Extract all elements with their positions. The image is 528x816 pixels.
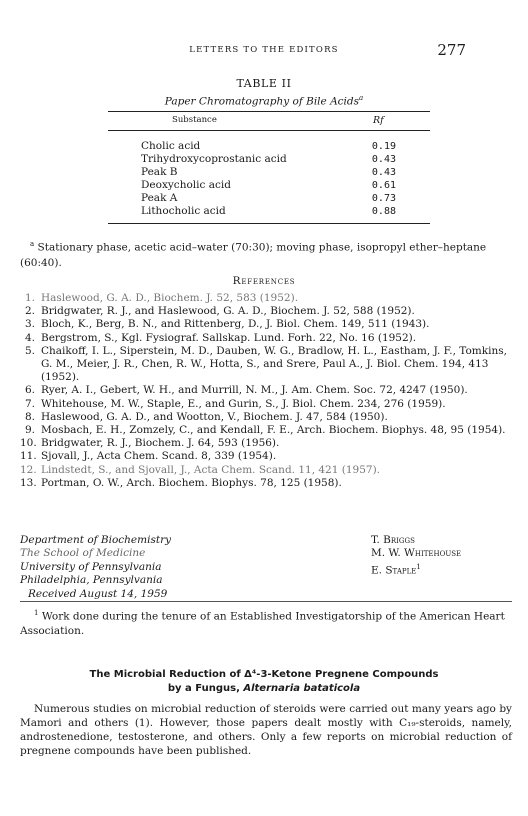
reference-item: 11. Sjovall, J., Acta Chem. Scand. 8, 339 (1954). [20, 450, 277, 463]
rf-cell: 0.88 [371, 206, 396, 217]
author-name: E. Staple$^1$ [371, 562, 421, 577]
reference-item: 8. Haslewood, G. A. D., and Wootton, V., Biochem. J. 47, 584 (1950). [24, 410, 388, 423]
article-title [0, 668, 528, 696]
rf-cell: 0.43 [371, 167, 396, 178]
author-name: M. W. Whitehouse [371, 547, 462, 560]
table-caption: Paper Chromatography of Bile Acids$^a$ [164, 94, 364, 108]
reference-item: 4. Bergstrom, S., Kgl. Fysiograf. Sallskap. Lund. Forh. 22, No. 16 (1952). [24, 331, 417, 344]
table-row [141, 179, 396, 192]
reference-item: 9. Mosbach, E. H., Zomzely, C., and Kendall, F. E., Arch. Biochem. Biophys. 48, 95 (1954). [24, 424, 506, 437]
reference-item: 3. Bloch, K., Berg, B. N., and Rittenberg, D., J. Biol. Chem. 149, 511 (1943). [24, 318, 430, 331]
reference-item: 10. Bridgwater, R. J., Biochem. J. 64, 593 (1956). [20, 437, 280, 450]
footnote-rule [20, 601, 512, 602]
substance-cell: Peak B [141, 166, 178, 178]
table-row [141, 153, 396, 166]
rf-cell: 0.73 [371, 193, 396, 204]
reference-item: 1. Haslewood, G. A. D., Biochem. J. 52, 583 (1952). [24, 292, 299, 304]
table-row [141, 166, 396, 179]
references-list [20, 292, 512, 490]
author-name: T. Briggs [371, 534, 415, 546]
substance-cell: Cholic acid [141, 140, 201, 152]
reference-item: 6. Ryer, A. I., Gebert, W. H., and Murrill, N. M., J. Am. Chem. Soc. 72, 4247 (1950). [24, 384, 468, 397]
reference-item: 7. Whitehouse, M. W., Staple, E., and Gurin, S., J. Biol. Chem. 234, 276 (1959). [24, 397, 446, 410]
rf-cell: 0.19 [371, 141, 396, 152]
table-top-rule [108, 111, 430, 112]
substance-cell: Lithocholic acid [141, 205, 226, 217]
affiliation-line: The School of Medicine [20, 547, 146, 560]
table-row [141, 192, 396, 205]
reference-item: 13. Portman, O. W., Arch. Biochem. Biophys. 78, 125 (1958). [20, 476, 342, 489]
rf-cell: 0.43 [371, 154, 396, 165]
table-row [141, 205, 396, 218]
table-row [141, 140, 396, 153]
page-number: 277 [437, 41, 466, 59]
rf-cell: 0.61 [371, 180, 396, 191]
received-date: Received August 14, 1959 [28, 587, 168, 600]
running-head-title: LETTERS TO THE EDITORS [189, 45, 339, 55]
table-footnote: $^a$ Stationary phase, acetic acid–water (70:30); moving phase, isopropyl ether–heptane (60:40). [20, 240, 487, 269]
references-heading: References [232, 275, 296, 287]
affiliation-line: Philadelphia, Pennsylvania [20, 574, 163, 587]
substance-cell: Deoxycholic acid [141, 179, 231, 191]
table-title: TABLE II [236, 77, 292, 90]
table-bottom-rule [108, 223, 430, 224]
author-block [371, 534, 461, 578]
substance-cell: Peak A [141, 192, 178, 204]
author-footnote: $^1$ Work done during the tenure of an Established Investigatorship of the American Heart Association. [20, 609, 505, 637]
affiliation-block [20, 534, 171, 601]
table-header-rf: Rf [373, 115, 384, 126]
table-header-rule [108, 130, 430, 131]
article-title-line1: The Microbial Reduction of Δ⁴-3-Ketone Pregnene Compounds [89, 669, 439, 680]
substance-cell: Trihydroxycoprostanic acid [141, 153, 287, 165]
reference-item: 5. Chaikoff, I. L., Siperstein, M. D., Dauben, W. G., Bradlow, H. L., Eastham, J. F., Tomkins, G. M., Meier, J. R., Chen, R. W., Hotta, S., and Srere, Paul A., J. Biol. Chem. 194, 413 (1952). [24, 344, 507, 384]
affiliation-line: University of Pennsylvania [20, 560, 162, 573]
table-header-substance: Substance [172, 115, 217, 125]
article-body: Numerous studies on microbial reduction of steroids were carried out many years ago by Mamori and others (1). However, those papers dealt mostly with C₁₉-steroids, namely, androstenedione, testosterone, and others. Only a few reports on microbial reduction of pregnene compounds have been published. [20, 703, 512, 757]
reference-item: 2. Bridgwater, R. J., and Haslewood, G. A. D., Biochem. J. 52, 588 (1952). [24, 305, 415, 318]
reference-item: 12. Lindstedt, S., and Sjovall, J., Acta Chem. Scand. 11, 421 (1957). [20, 463, 381, 476]
article-title-line2: by a Fungus, Alternaria bataticola [167, 683, 361, 694]
affiliation-line: Department of Biochemistry [20, 534, 172, 546]
